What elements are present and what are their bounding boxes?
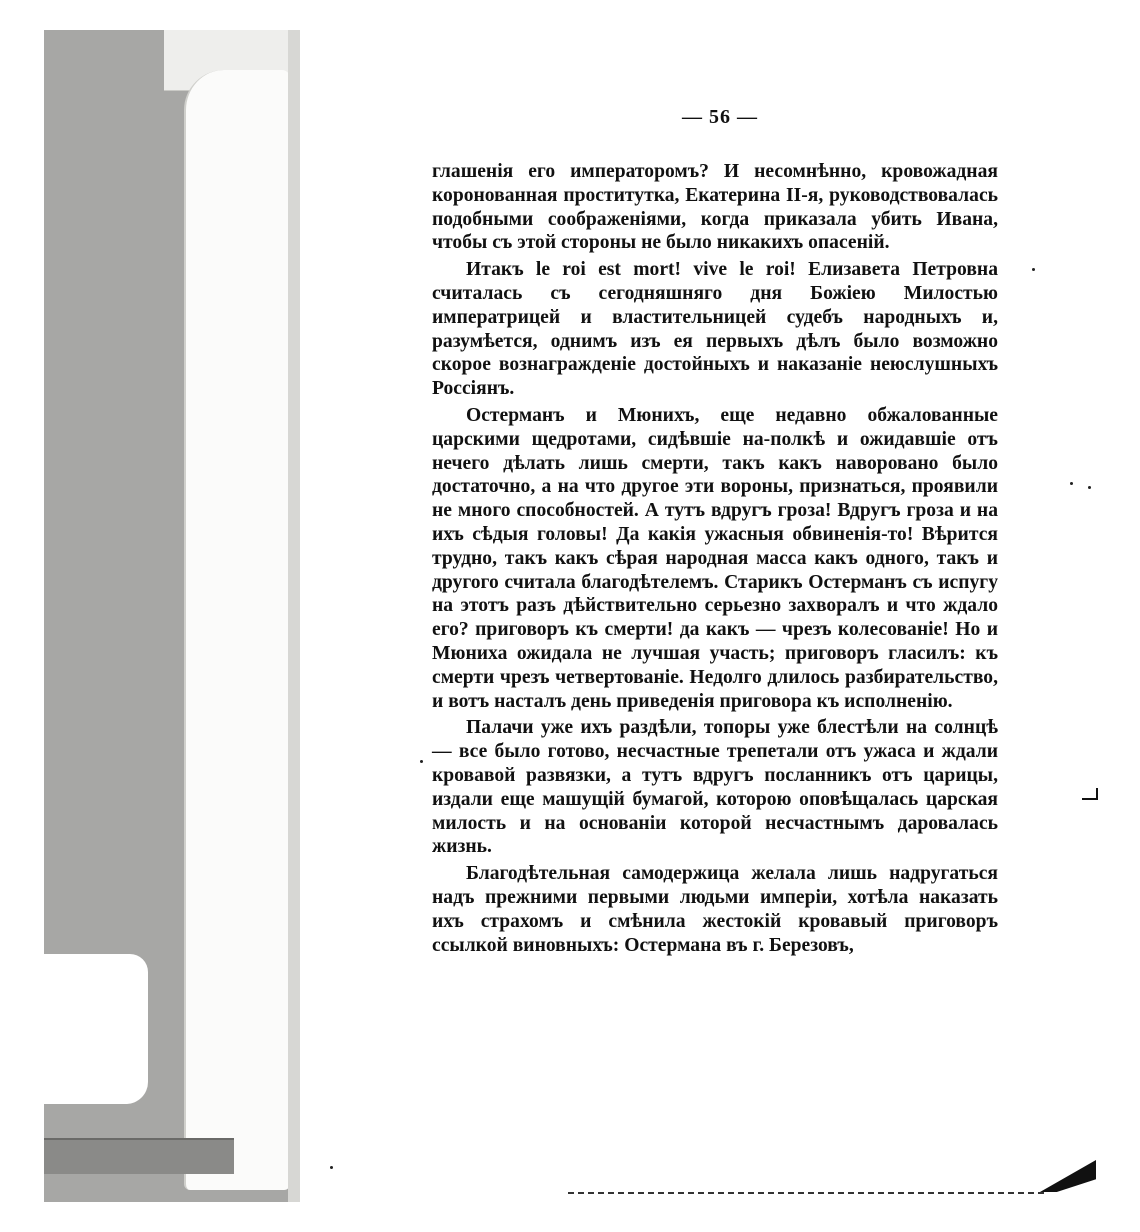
- scan-speck: [420, 760, 423, 763]
- scanned-margin-strip: [44, 30, 300, 1202]
- paper-shadow: [288, 30, 300, 1202]
- scan-speck: [330, 1166, 333, 1169]
- bottom-dashed-rule: [568, 1192, 1044, 1194]
- body-text: [432, 160, 998, 960]
- scan-speck: [1032, 268, 1035, 271]
- curled-paper-edge: [184, 70, 290, 1190]
- scan-speck: [1070, 482, 1073, 485]
- paragraph: Итакъ le roi est mort! vive le roi! Елизавета Петровна считалась съ сегодняшняго дня Божіею Милостью императрицей и властительницей судебъ народныхъ и, разумѣется, однимъ изъ ея первыхъ дѣлъ было возможно скорое вознагражденіе достойныхъ и наказаніе неюслушныхъ Россіянъ.: [432, 259, 998, 400]
- ink-blot: [1040, 1160, 1096, 1192]
- scan-mark: [1082, 788, 1098, 800]
- paragraph: глашенія его императоромъ? И несомнѣнно, кровожадная коронованная проститутка, Екатерина II-я, руководствовалась подобными соображеніями, когда приказала убить Ивана, чтобы съ этой стороны не было никакихъ опасеній.: [432, 161, 998, 254]
- paragraph: Остерманъ и Мюнихъ, еще недавно обжалованные царскими щедротами, сидѣвшіе на-полкѣ и ожидавшіе отъ нечего дѣлать лишь смерти, такъ какъ наворовано было достаточно, а на что другое эти вороны, признаться, проявили не много способностей. А тутъ вдругъ гроза! Вдругъ гроза и на ихъ сѣдыя головы! Да какія ужасныя обвиненія-то! Вѣрится трудно, такъ какъ сѣрая народная масса какъ одного, такъ и другого считала благодѣтелемъ. Старикъ Остерманъ съ испугу на этотъ разъ дѣйствительно серьезно захворалъ и что ждало его? приговоръ къ смерти! да какъ — чрезъ колесованіе! Но и Мюниха ожидала не лучшая участь; приговоръ гласилъ: къ смерти чрезъ четвертованіе. Недолго длилось разбирательство, и вотъ насталъ день приведенія приговора къ исполненію.: [432, 404, 998, 712]
- scan-speck: [1088, 486, 1091, 489]
- paper-tab-cutout: [44, 954, 148, 1104]
- scan-bottom-band: [44, 1138, 234, 1174]
- paragraph: Благодѣтельная самодержица желала лишь надругаться надъ прежними первыми людьми имперіи, хотѣла наказать ихъ страхомъ и смѣнила жестокій кровавый приговоръ ссылкой виновныхъ: Остермана въ г. Березовъ,: [432, 863, 998, 956]
- page-number: — 56 —: [682, 106, 758, 128]
- paragraph: Палачи уже ихъ раздѣли, топоры уже блестѣли на солнцѣ — все было готово, несчастные трепетали отъ ужаса и ждали кровавой развязки, а тутъ вдругъ посланникъ отъ царицы, издали еще машущій бумагой, которою оповѣщалась царская милость и на основаніи которой несчастнымъ даровалась жизнь.: [432, 717, 998, 858]
